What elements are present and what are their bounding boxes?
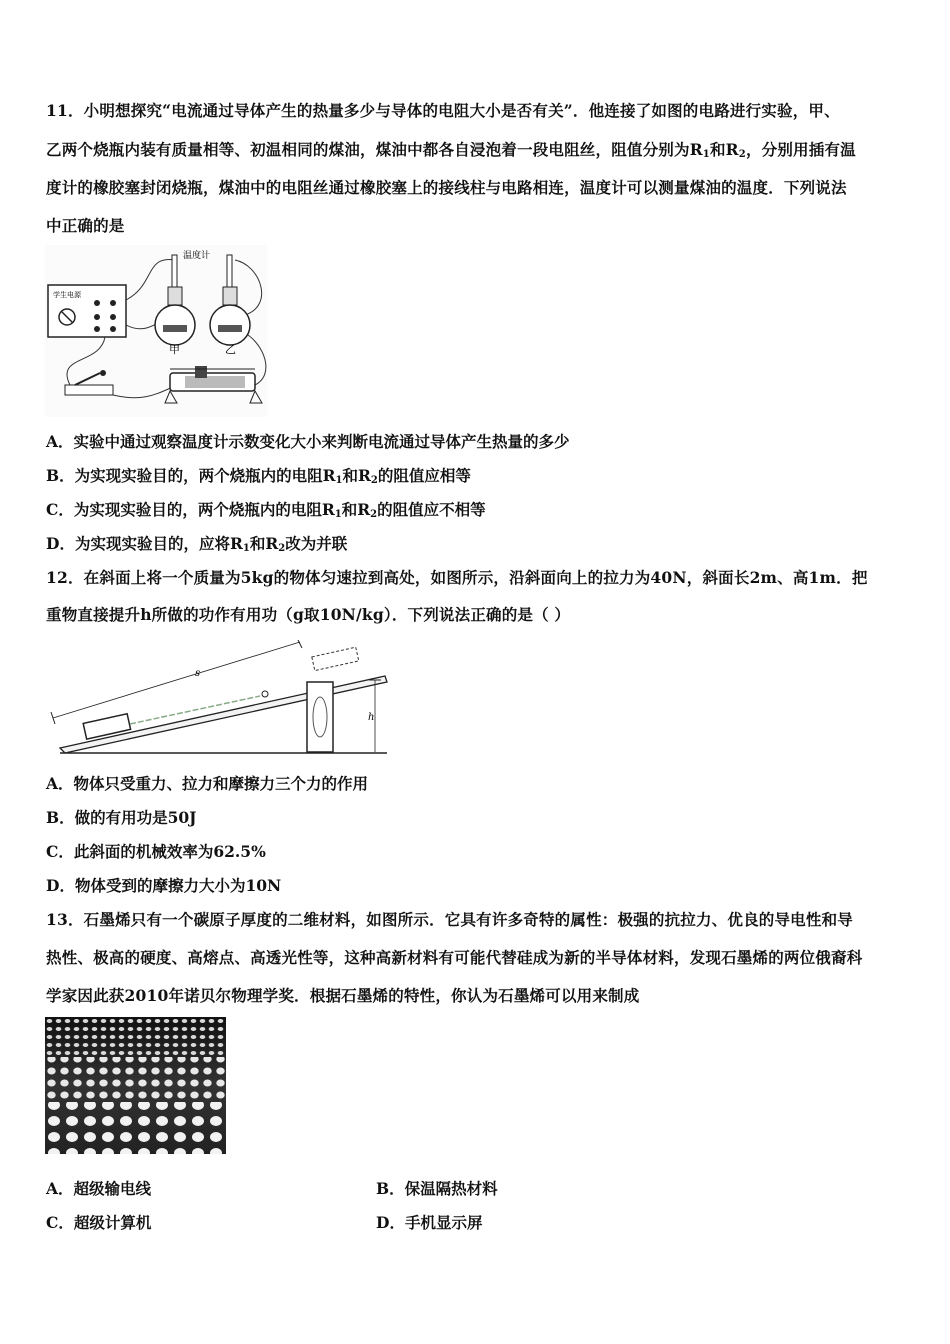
q13-option-d[interactable]: D．手机显示屏 [376,1213,483,1232]
thermometer-label: 温度计 [183,251,211,261]
slope-length-label: s [195,668,201,679]
q11-option-a[interactable]: A．实验中通过观察温度计示数变化大小来判断电流通过导体产生热量的多少 [46,432,570,451]
incline-figure [45,640,390,760]
q12-option-d[interactable]: D．物体受到的摩擦力大小为10N [46,876,282,895]
q11-line-2: 乙两个烧瓶内装有质量相等、初温相同的煤油，煤油中都各自浸泡着一段电阻丝，阻值分别为$R_1$和$R_2$，分别用插有温 [46,140,856,160]
q12-option-a[interactable]: A．物体只受重力、拉力和摩擦力三个力的作用 [46,774,369,793]
q12-line-1: 12．在斜面上将一个质量为5kg的物体匀速拉到高处，如图所示，沿斜面向上的拉力为40N，斜面长2m、高1m．把 [46,568,868,587]
q13-option-a[interactable]: A．超级输电线 [46,1179,152,1198]
power-label: 学生电源 [53,291,81,299]
graphene-lattice [45,1017,226,1154]
flask-yi-label: 乙 [225,343,236,356]
q11-option-b[interactable]: B．为实现实验目的，两个烧瓶内的电阻$R_1$和$R_2$的阻值应相等 [46,466,471,486]
q13-line-3: 学家因此获2010年诺贝尔物理学奖．根据石墨烯的特性，你认为石墨烯可以用来制成 [46,986,640,1005]
q11-line-1: 11．小明想探究“电流通过导体产生的热量多少与导体的电阻大小是否有关”．他连接了如图的电路进行实验，甲、 [46,101,840,120]
flask-jia-label: 甲 [169,343,180,356]
q13-line-2: 热性、极高的硬度、高熔点、高透光性等，这种高新材料有可能代替硅成为新的半导体材料，发现石墨烯的两位俄裔科 [46,948,863,967]
height-label: h [368,712,375,723]
q11-line-4: 中正确的是 [46,216,125,235]
q13-option-c[interactable]: C．超级计算机 [46,1213,152,1232]
q11-line-3: 度计的橡胶塞封闭烧瓶，煤油中的电阻丝通过橡胶塞上的接线柱与电路相连，温度计可以测量煤油的温度．下列说法 [46,178,847,197]
q11-option-d[interactable]: D．为实现实验目的，应将$R_1$和$R_2$改为并联 [46,534,348,554]
q11-option-c[interactable]: C．为实现实验目的，两个烧瓶内的电阻$R_1$和$R_2$的阻值应不相等 [46,500,486,520]
circuit-figure [45,245,267,417]
q13-option-b[interactable]: B．保温隔热材料 [376,1179,498,1198]
circuit-diagram [45,245,267,417]
q12-line-2: 重物直接提升h所做的功作有用功（g取10N/kg）．下列说法正确的是（ ） [46,605,571,624]
graphene-image [45,1017,226,1154]
q12-option-c[interactable]: C．此斜面的机械效率为62.5% [46,842,266,861]
q13-line-1: 13．石墨烯只有一个碳原子厚度的二维材料，如图所示．它具有许多奇特的属性：极强的抗拉力、优良的导电性和导 [46,910,853,929]
q12-option-b[interactable]: B．做的有用功是50J [46,808,197,827]
incline-diagram [45,640,390,760]
